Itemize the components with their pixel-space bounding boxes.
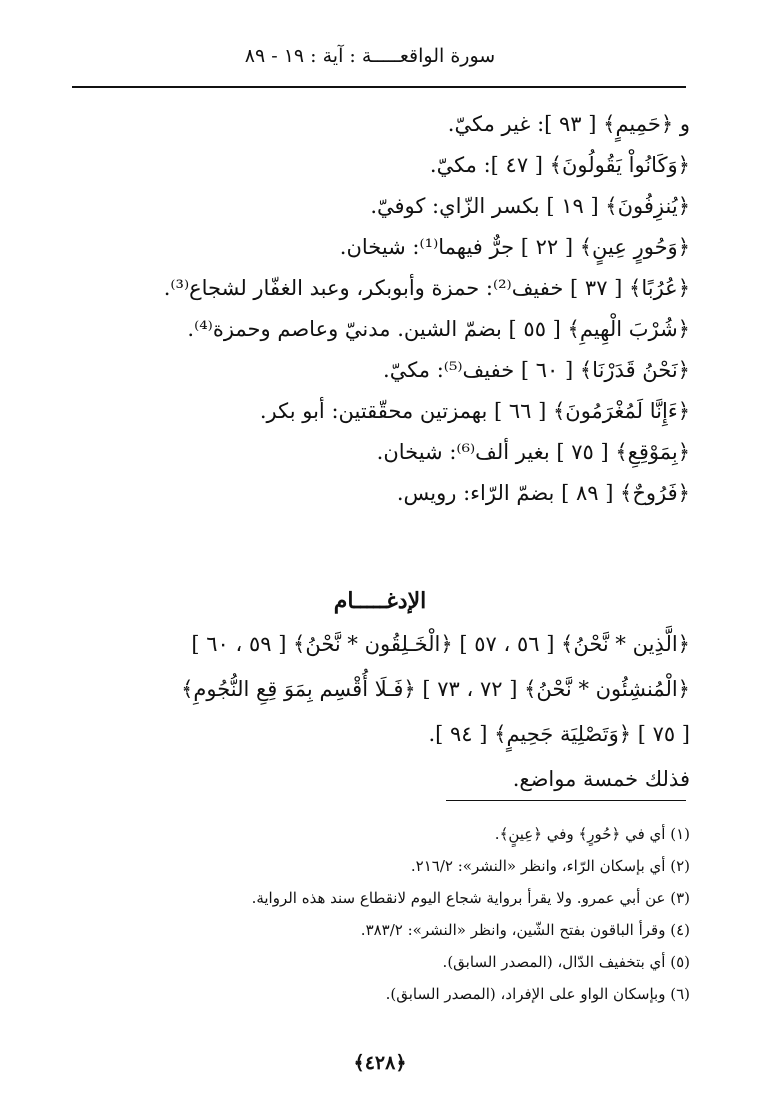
footnote: (١) أي في ﴿حُورٍ﴾ وفي ﴿عِينٍ﴾. (494, 825, 690, 843)
reading-line: ﴿ءَإِنَّا لَمُغْرَمُونَ﴾ [ ٦٦ ] بهمزتين محقّقتين: أبو بكر. (259, 399, 690, 423)
reading-line: ﴿يُنزِفُونَ﴾ [ ١٩ ] بكسر الزّاي: كوفيّ. (370, 194, 690, 218)
reading-line: ﴿بِمَوْقِعِ﴾ [ ٧٥ ] بغير ألف⁽⁶⁾: شيخان. (376, 440, 690, 464)
reading-line: ﴿وَكَانُواْ يَقُولُونَ﴾ [ ٤٧ ]: مكيّ. (429, 153, 690, 177)
footnote: (٥) أي بتخفيف الدّال، (المصدر السابق). (442, 953, 690, 971)
footnote: (٢) أي بإسكان الرّاء، وانظر «النشر»: ٢١٦/٢. (410, 857, 690, 875)
reading-line: ﴿فَرُوحٌ﴾ [ ٨٩ ] بضمّ الرّاء: رويس. (396, 481, 690, 505)
footnote: (٣) عن أبي عمرو. ولا يقرأ برواية شجاع اليوم لانقطاع سند هذه الرواية. (251, 889, 690, 907)
reading-line: و ﴿حَمِيمٍ﴾ [ ٩٣ ]: غير مكيّ. (447, 112, 690, 136)
footnote-separator (446, 800, 686, 801)
reading-line: ﴿وَحُورٍ عِينٍ﴾ [ ٢٢ ] جرٌّ فيهما⁽¹⁾: شيخان. (339, 235, 690, 259)
idgham-line: ﴿الَّذِين * نَّحْنُ﴾ [ ٥٦ ، ٥٧ ] ﴿الْخَـلِقُون * نَّحْنُ﴾ [ ٥٩ ، ٦٠ ] (191, 632, 690, 656)
footnotes (70, 818, 690, 1010)
reading-line: ﴿عُرُبًا﴾ [ ٣٧ ] خفيف⁽²⁾: حمزة وأبوبكر، وعبد الغفّار لشجاع⁽³⁾. (163, 276, 690, 300)
header-rule (72, 86, 686, 88)
idgham-line: ﴿الْمُنشِئُون * نَّحْنُ﴾ [ ٧٢ ، ٧٣ ] ﴿فَـلَا أُقْسِم بِمَوَ قِعِ النُّجُومِ﴾ (181, 677, 690, 701)
reading-line: ﴿شُرْبَ الْهِيمِ﴾ [ ٥٥ ] بضمّ الشين. مدنيّ وعاصم وحمزة⁽⁴⁾. (187, 317, 690, 341)
idgham-line: فذلك خمسة مواضع. (512, 767, 690, 791)
idgham-line: [ ٧٥ ] ﴿وَتَصْلِيَة جَحِيمٍ﴾ [ ٩٤ ]. (428, 722, 690, 746)
running-header: سورة الواقعـــــة : آية : ١٩ - ٨٩ (244, 45, 496, 67)
reading-line: ﴿نَحْنُ قَدَرْنَا﴾ [ ٦٠ ] خفيف⁽⁵⁾: مكيّ. (383, 358, 690, 382)
section-heading-idgham: الإدغـــــام (333, 588, 427, 614)
footnote: (٤) وقرأ الباقون بفتح الشّين، وانظر «النشر»: ٣٨٣/٢. (360, 921, 690, 939)
page-number: ﴿٤٢٨﴾ (353, 1052, 407, 1074)
idgham-paragraph (70, 622, 690, 802)
readings-list (70, 104, 690, 514)
footnote: (٦) وبإسكان الواو على الإفراد، (المصدر السابق). (385, 985, 690, 1003)
